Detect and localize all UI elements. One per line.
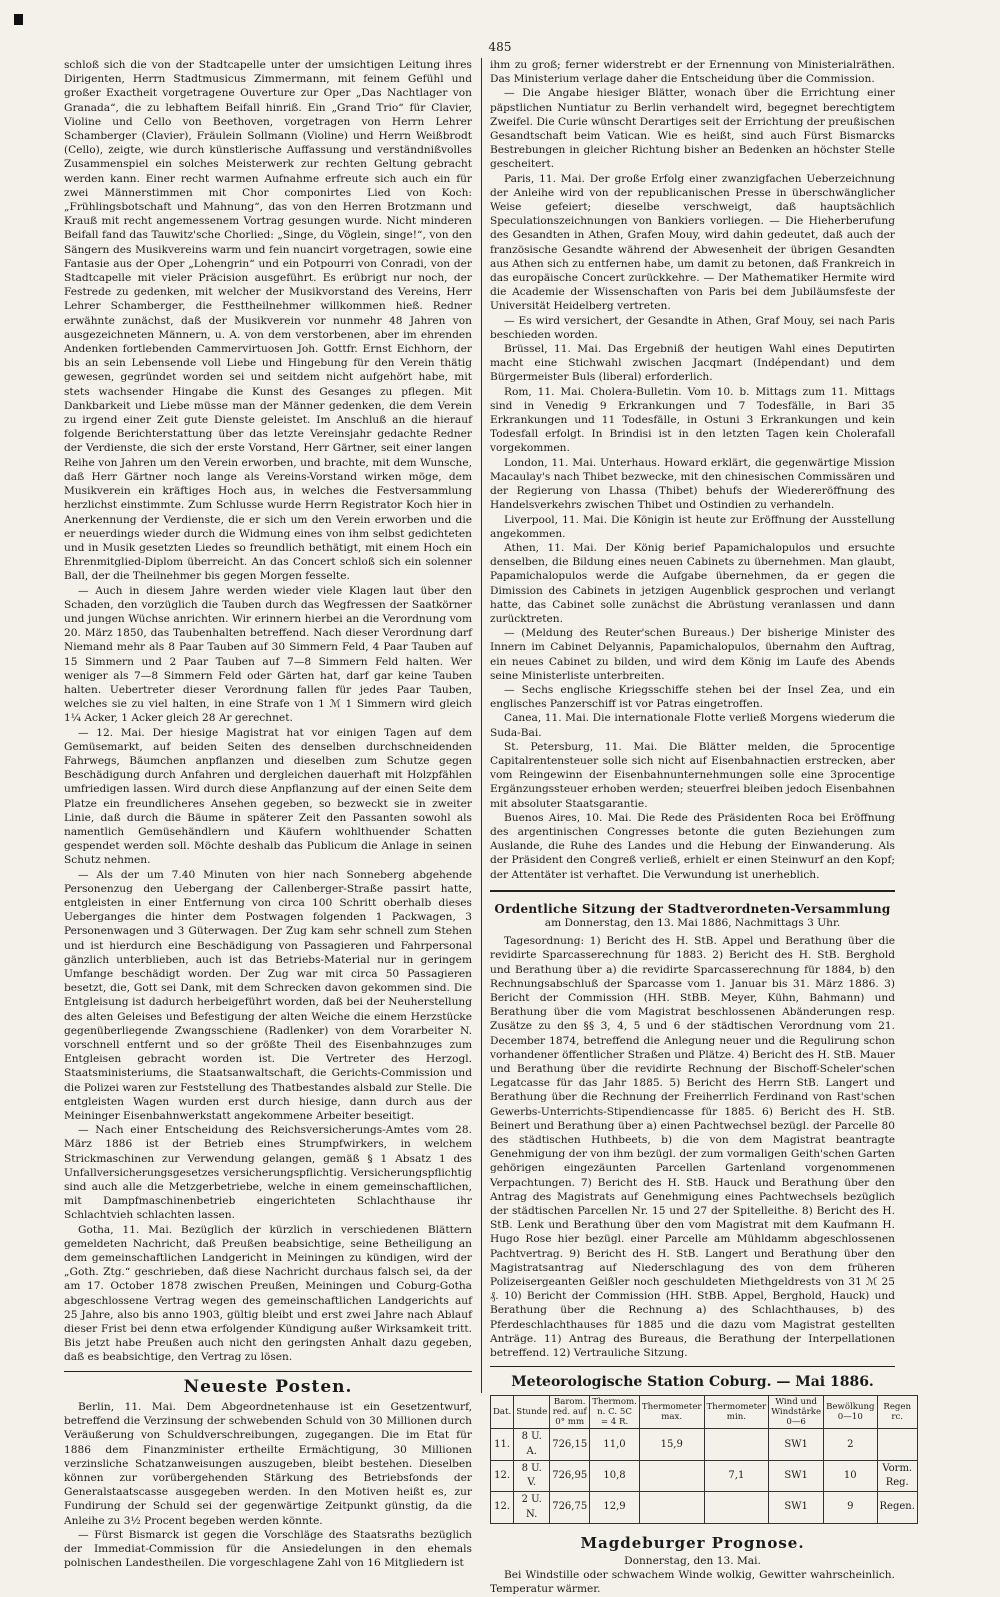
- weather-cell: 2 U. N.: [514, 1492, 550, 1523]
- weather-table: [490, 1395, 918, 1523]
- weather-cell: Regen.: [877, 1492, 917, 1523]
- news-paragraph: — Fürst Bismarck ist gegen die Vorschläge des Staatsraths bezüglich der Immediat-Commission für die Ansiedelungen in den ehemals polnischen Landestheilen. Die vorgeschlagene Zahl von 16 Mitgliedern ist: [64, 1528, 472, 1570]
- weather-cell: 8 U. V.: [514, 1460, 550, 1491]
- weather-cell: 726,75: [550, 1492, 590, 1523]
- news-paragraph: Rom, 11. Mai. Cholera-Bulletin. Vom 10. b. Mittags zum 11. Mittags sind in Venedig 9 Erkrankungen und 7 Todesfälle, in Bari 35 Erkrankungen und 11 Todesfälle, in Ostuni 3 Erkrankungen und kein Todesfall erfolgt. In Brindisi ist in den letzten Tagen kein Cholerafall vorgekommen.: [490, 385, 895, 455]
- weather-cell: SW1: [769, 1429, 824, 1460]
- news-paragraph: Buenos Aires, 10. Mai. Die Rede des Präsidenten Roca bei Eröffnung des argentinischen Congresses betonte die guten Beziehungen zum Auslande, die Ruhe des Landes und die Hebung der Einwanderung. Als der Präsident den Congreß verließ, erhielt er einen Steinwurf an den Kopf; der Attentäter ist verhaftet. Die Verwundung ist unerheblich.: [490, 811, 895, 881]
- weather-cell: 12,9: [590, 1492, 640, 1523]
- weather-cell: 9: [824, 1492, 877, 1523]
- table-row: [491, 1460, 918, 1491]
- neueste-heading: Neueste Posten.: [183, 1376, 353, 1397]
- news-paragraph: — Sechs englische Kriegsschiffe stehen bei der Insel Zea, und ein englisches Panzerschiff ist vor Patras eingetroffen.: [490, 683, 895, 711]
- prognose-date: Donnerstag, den 13. Mai.: [624, 1554, 761, 1567]
- weather-header-cell: Regen rc.: [877, 1396, 917, 1429]
- news-paragraph: Brüssel, 11. Mai. Das Ergebniß der heutigen Wahl eines Deputirten macht eine Stichwahl zwischen Jacqmart (Indépendant) und dem Bürgermeister Buls (liberal) erforderlich.: [490, 343, 895, 384]
- wetter-title: Meteorologische Station Coburg. — Mai 1886.: [511, 1374, 874, 1391]
- weather-cell: 15,9: [639, 1429, 704, 1460]
- weather-cell: 12.: [491, 1460, 514, 1491]
- weather-cell: SW1: [769, 1492, 824, 1523]
- weather-cell: 10: [824, 1460, 877, 1491]
- weather-header-cell: Dat.: [491, 1396, 514, 1429]
- news-paragraph: Paris, 11. Mai. Der große Erfolg einer zwanzigfachen Ueberzeichnung der Anleihe wird von der republicanischen Presse in überschwänglicher Weise gefeiert; dieselbe verschweigt, daß hauptsächlich Speculationszeichnungen von Bankiers vorliegen. — Die Hieherberufung des Gesandten in Athen, Grafen Mouy, wird dahin gedeutet, daß auch der französische Gesandte während der Abwesenheit der übrigen Gesandten aus Athen sich zu entfernen habe, um damit zu betonen, daß Frankreich in das europäische Concert zurückkehre. — Der Mathematiker Hermite wird die Academie der Wissenschaften von Paris bei dem Jubiläumsfeste der Universität Heidelberg vertreten.: [490, 172, 895, 313]
- weather-cell: [639, 1460, 704, 1491]
- weather-cell: 8 U. A.: [514, 1429, 550, 1460]
- weather-cell: [877, 1429, 917, 1460]
- versammlung-body: Tagesordnung: 1) Bericht des H. StB. Appel und Berathung über die revidirte Sparcasserechnung für 1883. 2) Bericht des H. StB. Berghold und Berathung über a) die revidirte Sparcasserechnung für 1884, b) den Rechnungsabschluß der Sparcasse vom 1. Januar bis 31. März 1886. 3) Bericht der Commission (HH. StBB. Meyer, Kühn, Bahmann) und Berathung über die vom Magistrat beschlossenen Abänderungen resp. Zusätze zu den §§ 3, 4, 5 und 6 der städtischen Verordnung vom 21. December 1874, betreffend die Anlegung neuer und die Regulirung schon vorhandener öffentlicher Straßen und Plätze. 4) Bericht des H. StB. Mauer und Berathung über die revidirte Rechnung der Bischoff-Scheler'schen Legatcasse für das Jahr 1885. 5) Bericht des Herrn StB. Langert und Berathung über die Rechnung der Freiherrlich Ferdinand von Rast'schen Gewerbs-Unterrichts-Stipendiencasse für 1885. 6) Bericht des H. StB. Beinert und Berathung über a) einen Pachtwechsel bezügl. der Parcelle 80 des städtischen Huthbeets, b) die von dem Magistrat beantragte Genehmigung der von ihm bezügl. der zum vormaligen Geith'schen Garten gehörigen eingezäunten Parcellen Gartenland vorgenommenen Verpachtungen. 7) Bericht des H. StB. Hauck und Berathung über den Antrag des Magistrats auf Genehmigung eines Pachtwechsels bezüglich der städtischen Parcellen Nr. 15 und 27 der Spitelleithe. 8) Bericht des H. StB. Lenk und Berathung über den vom Magistrat mit dem Kaufmann H. Hugo Rose hier bezügl. einer Parcelle am Mühldamm abgeschlossenen Pachtvertrag. 9) Bericht des H. StB. Langert und Berathung über den Magistratsantrag auf Niederschlagung des von dem früheren Polizeisergeanten Geißler noch geschuldeten Miethgeldrests von 31 ℳ 25 ₰. 10) Bericht der Commission (HH. StBB. Appel, Berghold, Hauck) und Berathung über die Rechnung a) des Schlachthauses, b) des Pferdeschlachthauses für 1885 und die dazu vom Magistrat gestellten Anträge. 11) Antrag des Bureaus, die Berathung der Interpellationen betreffend. 12) Vertrauliche Sitzung.: [490, 935, 895, 1360]
- weather-cell: 726,15: [550, 1429, 590, 1460]
- article-paragraph: — Nach einer Entscheidung des Reichsversicherungs-Amtes vom 28. März 1886 ist der Betrieb eines Strumpfwirkers, in welchem Strickmaschinen zur Verwendung gelangen, gemäß § 1 Absatz 1 des Unfallversicherungsgesetzes versicherungspflichtig. Versicherungspflichtig sind auch alle die Metzgerbetriebe, welche in einem gemeinschaftlichen, mit Dampfmaschinenbetrieb eingerichteten Schlachthause ihr Schlachtvieh schlachten lassen.: [64, 1124, 472, 1222]
- weather-cell: SW1: [769, 1460, 824, 1491]
- weather-header-cell: Thermom. n. C. 5C = 4 R.: [590, 1396, 640, 1429]
- section-rule: [64, 1371, 472, 1372]
- article-paragraph: — 12. Mai. Der hiesige Magistrat hat vor einigen Tagen auf dem Gemüsemarkt, auf beiden Seiten des denselben durchschneidenden Fahrwegs, Bäumchen anpflanzen und dieselben zum Schutze gegen Beschädigung durch Anfahren und dergleichen dauerhaft mit Holzpfählen umfriedigen lassen. Wird durch diese Anpflanzung auf der einen Seite dem Platze ein freundlicheres Ansehen gegeben, so bezweckt sie in zweiter Linie, daß durch die Bäume in späterer Zeit den Passanten sowohl als namentlich Gemüsehändlern und Käufern wohlthuender Schatten gespendet werden soll. Möchte deshalb das Publicum die Anlage in seinen Schutz nehmen.: [64, 726, 472, 867]
- weather-cell: [704, 1492, 769, 1523]
- weather-cell: 11,0: [590, 1429, 640, 1460]
- news-paragraph: St. Petersburg, 11. Mai. Die Blätter melden, die 5procentige Capitalrentensteuer solle sich nicht auf Eisenbahnactien erstrecken, aber vom Reingewinn der Eisenbahnunternehmungen solle eine 3procentige Ergänzungssteuer erhoben werden; steuerfrei bleiben jedoch Eisenbahnen mit absoluter Staatsgarantie.: [490, 740, 895, 810]
- news-paragraph: — Die Angabe hiesiger Blätter, wonach über die Errichtung einer päpstlichen Nuntiatur zu Berlin verhandelt wird, begegnet berechtigtem Zweifel. Die Curie wünscht Derartiges seit der Errichtung der preußischen Gesandtschaft beim Vatican. Wie es heißt, sind auch Fürst Bismarcks Bestrebungen in gleicher Richtung bisher an Bedenken an höchster Stelle gescheitert.: [490, 87, 895, 171]
- article-paragraph: Gotha, 11. Mai. Bezüglich der kürzlich in verschiedenen Blättern gemeldeten Nachricht, daß Preußen beabsichtige, seine Betheiligung an dem gemeinschaftlichen Landgericht in Meiningen zu kündigen, wird der „Goth. Ztg.“ geschrieben, daß diese Nachricht durchaus falsch sei, da der am 17. October 1878 zwischen Preußen, Meiningen und Coburg-Gotha abgeschlossene Vertrag wegen des gemeinschaftlichen Landgerichts auf 25 Jahre, also bis anno 1903, gültig bleibt und erst zwei Jahre nach Ablauf dieser Frist bei denn etwa erfolgender Kündigung außer Wirksamkeit tritt. Bis jetzt habe Preußen auch nicht den geringsten Anhalt dazu gegeben, daß es beabsichtige, den Vertrag zu lösen.: [64, 1223, 472, 1364]
- page-number: 485: [488, 40, 512, 54]
- right-column: [490, 58, 915, 1596]
- weather-cell: 7,1: [704, 1460, 769, 1491]
- weather-header-row: [491, 1396, 918, 1429]
- weather-cell: 11.: [491, 1429, 514, 1460]
- news-paragraph: Athen, 11. Mai. Der König berief Papamichalopulos und ersuchte denselben, die Bildung eines neuen Cabinets zu übernehmen. Man glaubt, Papamichalopulos werde die Aufgabe übernehmen, da er gegen die Dimission des Cabinets in jetzigen Augenblick gesprochen und verlangt hatte, das Cabinet solle zunächst die Abrüstung veranlassen und dann zurücktreten.: [490, 541, 895, 625]
- weather-header-cell: Wind und Windstärke 0—6: [769, 1396, 824, 1429]
- news-paragraph: Berlin, 11. Mai. Dem Abgeordnetenhause ist ein Gesetzentwurf, betreffend die Verzinsung der schwebenden Schuld von 30 Millionen durch Veräußerung von Schuldverschreibungen, zugegangen. Die im Etat für 1886 dem Finanzminister ertheilte Ermächtigung, 30 Millionen verzinsliche Schatzanweisungen auszugeben, bleibt bestehen. Dieselben können zur vorübergehenden Stärkung des Betriebsfonds der Generalstaatscasse ausgegeben werden. In den Motiven heißt es, zur Fundirung der Schuld sei der gegenwärtige Zeitpunkt günstig, da die Anleihe zu 3½ Procent begeben werden könnte.: [64, 1400, 472, 1527]
- table-row: [491, 1492, 918, 1523]
- article-paragraph: schloß sich die von der Stadtcapelle unter der umsichtigen Leitung ihres Dirigenten, Herrn Stadtmusicus Zimmermann, mit feinem Gefühl und großer Exactheit vorgetragene Ouverture zur Oper „Das Nachtlager von Granada“, die zu lebhaftem Beifall hinriß. Ein „Grand Trio“ für Clavier, Violine und Cello von Beethoven, vorgetragen von Herrn Lehrer Schamberger (Clavier), Fräulein Sollmann (Violine) und Herrn Weißbrodt (Cello), zeigte, wie durch künstlerische Auffassung und verständnißvolles Zusammenspiel ein solches Meisterwerk zur rechten Geltung gebracht werden kann. Einer recht warmen Aufnahme erfreute sich auch ein für zwei Männerstimmen mit Chor componirtes Lied von Koch: „Frühlingsbotschaft und Mahnung“, das von den Herren Brotzmann und Krauß mit recht angemessenem Vortrag gesungen wurde. Nicht minderen Beifall fand das Tauwitz'sche Chorlied: „Singe, du Vöglein, singe!“, von den Sängern des Musikvereins warm und fein nuancirt vorgetragen, sowie eine Fantasie aus der Oper „Lohengrin“ und ein Potpourri von Conradi, von der Stadtcapelle mit vieler Präcision ausgeführt. Es erübrigt nur noch, der Festrede zu gedenken, mit welcher der Musikvorstand des Vereins, Herr Lehrer Schamberger, die Festtheilnehmer willkommen hieß. Redner erwähnte zunächst, daß der Musikverein vor nunmehr 48 Jahren von ausgezeichneten Männern, u. A. von dem verstorbenen, aber im ehrenden Andenken fortlebenden Cammervirtuosen Joh. Gottfr. Ernst Eichhorn, der bis an sein Lebensende voll Liebe und Hingebung für den Verein thätig gewesen, gegründet worden sei und seitdem nicht aufgehört habe, mit stets wachsender Hingabe die Kunst des Gesanges zu pflegen. Mit Dankbarkeit und Liebe müsse man der Männer gedenken, die dem Verein zu irgend einer Zeit gute Dienste geleistet. Im Anschluß an die hierauf folgende Berichterstattung über das letzte Vereinsjahr gedachte Redner der Verdienste, die sich der erste Vorstand, Herr Gärtner, seit einer langen Reihe von Jahren um den Verein erworben, und brachte, mit dem Wunsche, daß Herr Gärtner noch lange als Vereins-Vorstand wirken möge, dem Musikverein ein kräftiges Hoch aus, in welches die Festversammlung herzlichst einstimmte. Zum Schlusse wurde Herrn Registrator Koch hier in Anerkennung der Verdienste, die er sich um den Verein erworben und die er neuerdings wieder durch die Widmung eines von ihm selbst gedichteten und in Musik gesetzten Liedes so freundlich bethätigt, mit einem Hoch ein Ehrenmitglied-Diplom überreicht. An das Concert schloß sich ein solenner Ball, der die Theilnehmer bis gegen Morgen fesselte.: [64, 59, 472, 583]
- weather-cell: 726,95: [550, 1460, 590, 1491]
- weather-header-cell: Barom. red. auf 0° mm: [550, 1396, 590, 1429]
- weather-cell: Vorm. Reg.: [877, 1460, 917, 1491]
- weather-cell: [639, 1492, 704, 1523]
- section-rule: [490, 890, 895, 892]
- weather-header-cell: Thermometer max.: [639, 1396, 704, 1429]
- weather-cell: [704, 1429, 769, 1460]
- corner-mark: [14, 14, 23, 25]
- versammlung-subheading: am Donnerstag, den 13. Mai 1886, Nachmittags 3 Uhr.: [544, 916, 841, 929]
- table-row: [491, 1429, 918, 1460]
- news-paragraph: Canea, 11. Mai. Die internationale Flotte verließ Morgens wiederum die Suda-Bai.: [490, 712, 895, 739]
- article-paragraph: — Auch in diesem Jahre werden wieder viele Klagen laut über den Schaden, den vorzüglich die Tauben durch das Wegfressen der Saatkörner und jungen Wüchse anrichten. Wir erinnern hierbei an die Verordnung vom 20. März 1850, das Taubenhalten betreffend. Nach dieser Verordnung darf Niemand mehr als 8 Paar Tauben auf 30 Simmern Feld, 4 Paar Tauben auf 15 Simmern und 2 Paar Tauben auf 7—8 Simmern Feld halten. Wer weniger als 7—8 Simmern Feld oder Gärten hat, darf gar keine Tauben halten. Uebertreter dieser Verordnung fallen für jedes Paar Tauben, welches sie zu viel halten, in eine Strafe von 1 ℳ 1 Simmern wird gleich 1¼ Acker, 1 Acker gleich 28 Ar gerechnet.: [64, 584, 472, 725]
- news-paragraph: — (Meldung des Reuter'schen Bureaus.) Der bisherige Minister des Innern im Cabinet Delyannis, Papamichalopulos, übernahm den Auftrag, ein neues Cabinet zu bilden, und wird dem König im Laufe des Abends seine Ministerliste unterbreiten.: [490, 627, 895, 682]
- versammlung-heading: Ordentliche Sitzung der Stadtverordneten-Versammlung: [494, 901, 891, 916]
- news-paragraph: ihm zu groß; ferner widerstrebt er der Ernennung von Ministerialräthen. Das Ministerium verlage daher die Entscheidung über die Commission.: [490, 59, 895, 86]
- weather-cell: 12.: [491, 1492, 514, 1523]
- column-divider: [481, 58, 482, 1393]
- weather-header-cell: Bewölkung 0—10: [824, 1396, 877, 1429]
- weather-header-cell: Thermometer min.: [704, 1396, 769, 1429]
- prognose-text: Bei Windstille oder schwachem Winde wolkig, Gewitter wahrscheinlich. Temperatur wärmer.: [490, 1569, 895, 1596]
- left-column: [64, 58, 472, 1570]
- prognose-title: Magdeburger Prognose.: [580, 1533, 805, 1552]
- news-paragraph: London, 11. Mai. Unterhaus. Howard erklärt, die gegenwärtige Mission Macaulay's nach Thibet bezwecke, mit den chinesischen Commissären und der Regierung von Lhassa (Thibet) behufs der Wiedereröffnung des Handelsverkehrs zwischen Thibet und Ostindien zu verhandeln.: [490, 456, 895, 512]
- section-rule: [490, 1366, 895, 1367]
- news-paragraph: Liverpool, 11. Mai. Die Königin ist heute zur Eröffnung der Ausstellung angekommen.: [490, 513, 895, 540]
- article-paragraph: — Als der um 7.40 Minuten von hier nach Sonneberg abgehende Personenzug den Uebergang der Callenberger-Straße passirt hatte, entgleisten in einer Entfernung von circa 100 Schritt oberhalb dieses Ueberganges die hinter dem Postwagen folgenden 1 Packwagen, 3 Personenwagen und 3 Güterwagen. Der Zug kam sehr schnell zum Stehen und ist hierdurch eine Beschädigung von Passagieren und Fahrpersonal gänzlich unterblieben, auch ist das Betriebs-Material nur in geringem Umfange beschädigt worden. Der Zug war mit circa 50 Passagieren besetzt, die, Gott sei Dank, mit dem Schrecken davon gekommen sind. Die Entgleisung ist dadurch herbeigeführt worden, daß bei der Neuherstellung des alten Geleises und Befestigung der alten Weiche die einem Herzstücke gegenüberliegende Zwangsschiene (Radlenker) von dem Vorarbeiter N. vorschnell entfernt und so der größte Theil des Eisenbahnzuges zum Entgleisen gebracht worden ist. Die Vertreter des Herzogl. Staatsministeriums, die Staatsanwaltschaft, die Gerichts-Commission und die Polizei waren zur Feststellung des Thatbestandes alsbald zur Stelle. Die entgleisten Wagen wurden erst durch hiesige, dann durch aus der Meininger Eisenbahnwerkstatt angekommene Arbeiter beseitigt.: [64, 868, 472, 1123]
- weather-cell: 2: [824, 1429, 877, 1460]
- weather-cell: 10,8: [590, 1460, 640, 1491]
- news-paragraph: — Es wird versichert, der Gesandte in Athen, Graf Mouy, sei nach Paris beschieden worden.: [490, 314, 895, 341]
- weather-header-cell: Stunde: [514, 1396, 550, 1429]
